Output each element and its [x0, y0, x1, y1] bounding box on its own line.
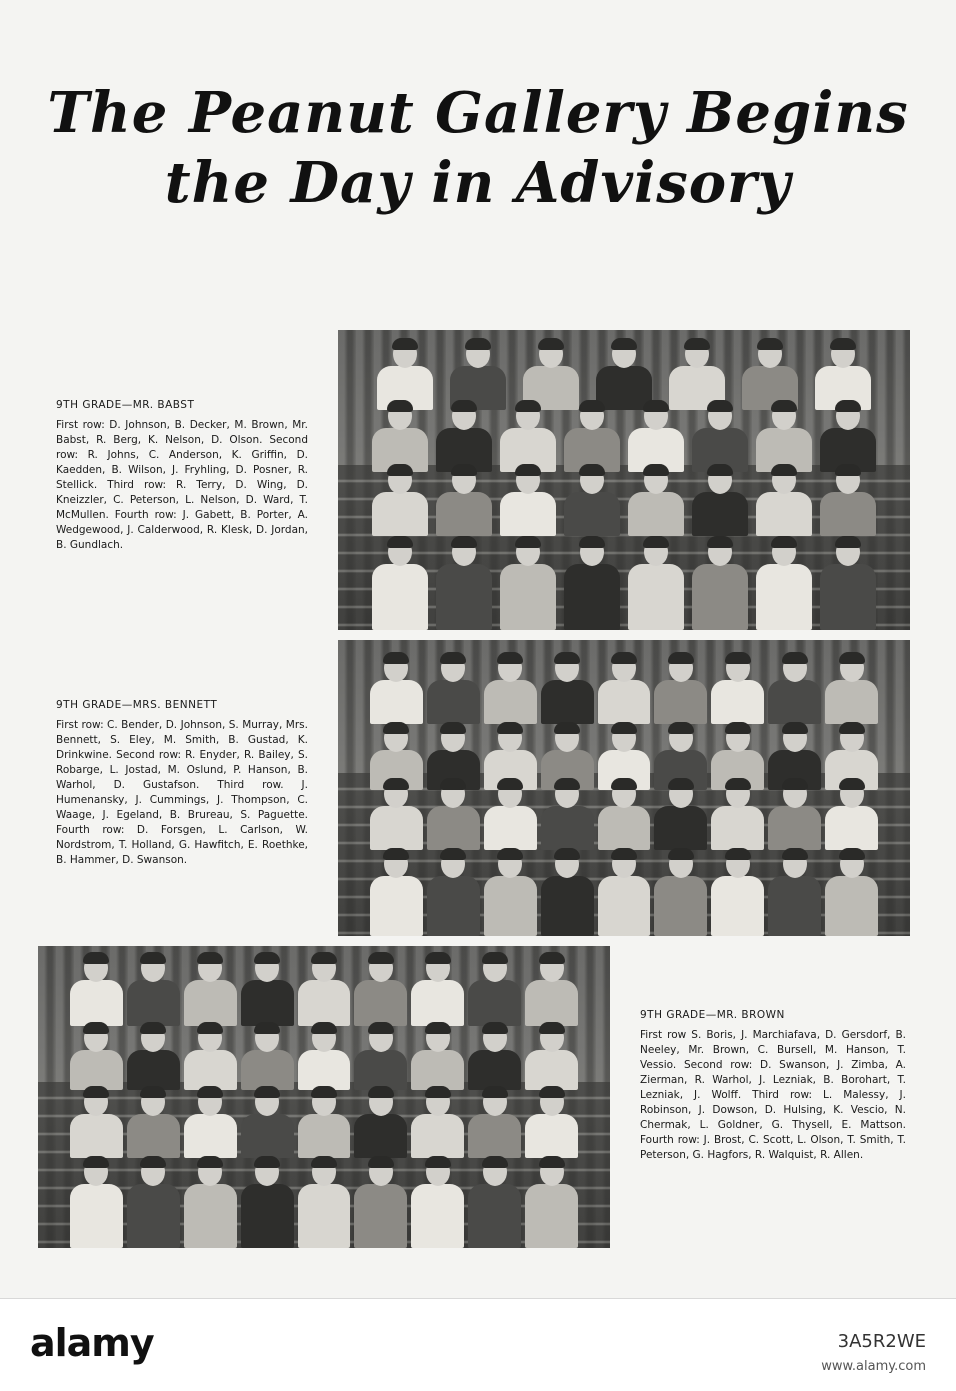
student-figure [298, 1088, 351, 1158]
student-figure [711, 780, 764, 850]
student-figure [70, 1088, 123, 1158]
student-figure [541, 780, 594, 850]
student-figure [768, 850, 821, 936]
class-photo-babst [338, 330, 910, 630]
student-figure [411, 1088, 464, 1158]
student-figure [354, 954, 407, 1026]
student-figure [525, 954, 578, 1026]
student-figure [354, 1158, 407, 1248]
student-figure [184, 1088, 237, 1158]
student-figure [241, 1088, 294, 1158]
student-figure [564, 466, 620, 536]
student-figure [372, 466, 428, 536]
student-figure [825, 780, 878, 850]
student-figure [370, 654, 423, 724]
student-figure [596, 340, 652, 410]
student-figure [711, 850, 764, 936]
student-figure [500, 466, 556, 536]
student-figure [768, 780, 821, 850]
student-figure [354, 1024, 407, 1090]
student-figure [654, 780, 707, 850]
student-figure [692, 466, 748, 536]
student-figure [756, 466, 812, 536]
student-figure [127, 1088, 180, 1158]
student-figure [484, 850, 537, 936]
student-figure [711, 654, 764, 724]
student-figure [825, 850, 878, 936]
student-figure [500, 402, 556, 472]
caption-names: First row: D. Johnson, B. Decker, M. Brown, Mr. Babst, R. Berg, K. Nelson, D. Olson. Second row: R. Johns, C. Anderson, K. Griffin, D. Kaedden, B. Wilson, J. Fryhling, D. Posner, R. Stellick. Third row: R. Terry, D. Wing, D. Kneizzler, C. Peterson, L. Nelson, D. Ward, T. McMullen. Fourth row: J. Gabett, B. Porter, A. Wedgewood, J. Calderwood, R. Klesk, D. Jordan, B. Gundlach. [56, 419, 308, 551]
student-figure [628, 538, 684, 630]
student-figure [370, 780, 423, 850]
student-figure [411, 1024, 464, 1090]
student-figure [756, 538, 812, 630]
caption-babst [56, 398, 308, 553]
student-figure [427, 654, 480, 724]
student-figure [127, 1024, 180, 1090]
caption-heading: 9TH GRADE—MR. BROWN [640, 1009, 785, 1021]
student-figure [70, 1158, 123, 1248]
student-figure [525, 1024, 578, 1090]
student-figure [768, 654, 821, 724]
student-figure [427, 780, 480, 850]
student-figure [411, 1158, 464, 1248]
student-figure [500, 538, 556, 630]
student-figure [127, 1158, 180, 1248]
student-figure [564, 538, 620, 630]
student-figure [628, 402, 684, 472]
student-figure [825, 654, 878, 724]
student-figure [298, 1024, 351, 1090]
student-figure [468, 954, 521, 1026]
student-figure [820, 402, 876, 472]
student-figure [484, 654, 537, 724]
student-figure [436, 402, 492, 472]
student-figure [820, 538, 876, 630]
student-figure [692, 402, 748, 472]
caption-brown [640, 1008, 906, 1163]
caption-heading: 9TH GRADE—MR. BABST [56, 399, 195, 411]
student-figure [427, 850, 480, 936]
student-figure [354, 1088, 407, 1158]
site-url: www.alamy.com [821, 1359, 926, 1374]
student-figure [628, 466, 684, 536]
stock-id: 3A5R2WE [837, 1331, 926, 1352]
student-figure [468, 1088, 521, 1158]
student-figure [436, 538, 492, 630]
alamy-logo: alamy [30, 1321, 154, 1365]
student-figure [654, 850, 707, 936]
student-figure [468, 1158, 521, 1248]
student-figure [564, 402, 620, 472]
student-figure [598, 654, 651, 724]
student-figure [70, 1024, 123, 1090]
student-figure [298, 954, 351, 1026]
student-figure [184, 954, 237, 1026]
student-figure [525, 1088, 578, 1158]
student-figure [70, 954, 123, 1026]
page-title: The Peanut Gallery Begins the Day in Advisory [47, 80, 909, 216]
student-figure [654, 654, 707, 724]
student-figure [756, 402, 812, 472]
student-figure [184, 1024, 237, 1090]
student-figure [820, 466, 876, 536]
student-figure [692, 538, 748, 630]
student-figure [241, 1024, 294, 1090]
student-figure [370, 850, 423, 936]
student-figure [598, 780, 651, 850]
class-photo-bennett [338, 640, 910, 936]
student-figure [184, 1158, 237, 1248]
caption-names: First row: C. Bender, D. Johnson, S. Murray, Mrs. Bennett, S. Eley, M. Smith, B. Gustad, K. Drinkwine. Second row: R. Enyder, R. Bailey, S. Robarge, L. Jostad, M. Oslund, P. Hanson, B. Warhol, D. Gustafson. Third row. J. Humenansky, J. Cummings, J. Thompson, C. Waage, J. Egeland, B. Brureau, S. Paguette. Fourth row: D. Forsgen, L. Carlson, W. Nordstrom, T. Holland, G. Hawfitch, E. Roethke, B. Hammer, D. Swanson. [56, 719, 308, 866]
student-figure [525, 1158, 578, 1248]
student-figure [241, 1158, 294, 1248]
student-figure [598, 850, 651, 936]
student-figure [484, 780, 537, 850]
student-figure [241, 954, 294, 1026]
student-figure [411, 954, 464, 1026]
student-figure [372, 538, 428, 630]
student-figure [541, 654, 594, 724]
student-figure [436, 466, 492, 536]
student-figure [468, 1024, 521, 1090]
watermark-footer [0, 1298, 956, 1391]
student-figure [541, 850, 594, 936]
caption-heading: 9TH GRADE—MRS. BENNETT [56, 699, 218, 711]
student-figure [127, 954, 180, 1026]
student-figure [298, 1158, 351, 1248]
caption-bennett [56, 698, 308, 868]
class-photo-brown [38, 946, 610, 1248]
student-figure [372, 402, 428, 472]
caption-names: First row S. Boris, J. Marchiafava, D. Gersdorf, B. Neeley, Mr. Brown, C. Bursell, M. Hanson, T. Vessio. Second row: D. Swanson, J. Zimba, A. Zierman, R. Warhol, J. Lezniak, B. Borohart, T. Lezniak, J. Wolff. Third row: L. Malessy, J. Robinson, J. Dowson, D. Hulsing, K. Vescio, N. Chermak, L. Goldner, G. Thysell, E. Mattson. Fourth row: J. Brost, C. Scott, L. Olson, T. Smith, T. Peterson, G. Hagfors, R. Walquist, R. Allen. [640, 1029, 906, 1161]
